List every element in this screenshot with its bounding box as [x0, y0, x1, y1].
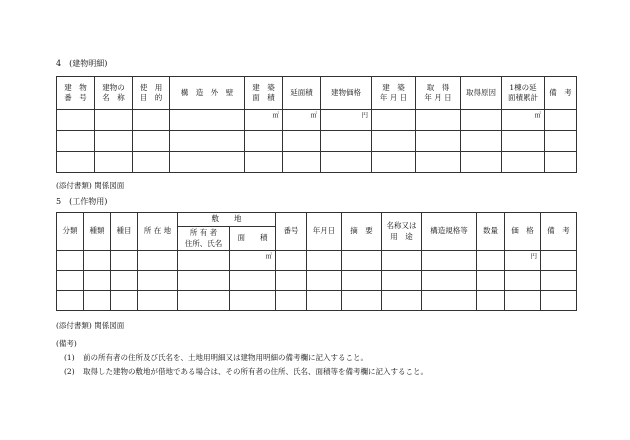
header-structure-spec: 構造規格等	[422, 213, 477, 251]
section5-title: 5 (工作物用)	[56, 197, 108, 206]
cell[interactable]	[276, 271, 307, 291]
unit-sqm: ㎡	[502, 110, 545, 131]
header-number: 番号	[276, 213, 307, 251]
header-building-name: 建物の 名 称	[95, 77, 133, 110]
table-row	[57, 251, 577, 271]
header-row	[57, 213, 577, 227]
remarks-item-text: 前の所有者の住所及び氏名を、土地用明細又は建物用明細の備考欄に記入すること。	[83, 353, 369, 362]
cell[interactable]	[477, 291, 505, 311]
cell[interactable]	[545, 152, 577, 173]
header-area: 面 積	[230, 227, 276, 251]
header-acquisition-date: 取 得 年 月 日	[416, 77, 461, 110]
cell[interactable]	[382, 271, 422, 291]
cell[interactable]	[416, 131, 461, 152]
cell[interactable]	[138, 271, 178, 291]
cell[interactable]	[541, 271, 577, 291]
header-name-or-usage: 名称又は 用 途	[382, 213, 422, 251]
cell[interactable]	[170, 131, 245, 152]
header-summary: 摘 要	[342, 213, 382, 251]
cell[interactable]	[178, 271, 230, 291]
cell[interactable]	[541, 251, 577, 271]
cell[interactable]	[416, 110, 461, 131]
table-row	[57, 271, 577, 291]
cell[interactable]	[502, 152, 545, 173]
cell[interactable]	[230, 291, 276, 311]
cell[interactable]	[283, 131, 321, 152]
cell[interactable]	[276, 291, 307, 311]
header-row	[57, 77, 577, 110]
header-building-number: 建 物 番 号	[57, 77, 95, 110]
header-item: 種目	[111, 213, 138, 251]
section4-attachment: (添付書類) 関係図面	[56, 181, 125, 190]
cell[interactable]	[502, 131, 545, 152]
cell[interactable]	[372, 131, 416, 152]
header-site: 敷 地	[178, 213, 276, 227]
cell[interactable]	[545, 131, 577, 152]
cell[interactable]	[505, 271, 541, 291]
cell[interactable]	[276, 251, 307, 271]
unit-yen: 円	[505, 251, 541, 271]
cell[interactable]	[321, 152, 372, 173]
cell[interactable]	[461, 152, 502, 173]
header-usage: 使 用 目 的	[133, 77, 170, 110]
cell[interactable]	[307, 271, 342, 291]
cell[interactable]	[382, 291, 422, 311]
cell[interactable]	[461, 110, 502, 131]
cell[interactable]	[84, 291, 111, 311]
cell[interactable]	[477, 271, 505, 291]
cell[interactable]	[111, 291, 138, 311]
cell[interactable]	[342, 251, 382, 271]
cell[interactable]	[283, 152, 321, 173]
header-building-area: 建 築 面 積	[245, 77, 283, 110]
structure-details-table	[56, 212, 577, 311]
section5-attachment: (添付書類) 関係図面	[56, 321, 125, 330]
building-details-table	[56, 76, 577, 173]
table-row	[57, 152, 577, 173]
section4-title: 4 (建物明細)	[56, 59, 108, 68]
header-owner: 所 有 者 住所、氏名	[178, 227, 230, 251]
cell[interactable]	[133, 152, 170, 173]
cell[interactable]	[84, 271, 111, 291]
remarks-block	[56, 338, 576, 380]
cell[interactable]	[416, 152, 461, 173]
header-date: 年月日	[307, 213, 342, 251]
header-location: 所 在 地	[138, 213, 178, 251]
cell[interactable]	[95, 131, 133, 152]
cell[interactable]	[245, 131, 283, 152]
cell[interactable]	[57, 271, 84, 291]
remarks-heading: (備考)	[56, 339, 77, 348]
header-construction-date: 建 築 年 月 日	[372, 77, 416, 110]
cell[interactable]	[372, 110, 416, 131]
table-row	[57, 131, 577, 152]
remarks-item-text: 取得した建物の敷地が借地である場合は、その所有者の住所、氏名、面積等を備考欄に記入すること。	[83, 367, 429, 376]
header-cumulative-area: 1棟の延 面積累計	[502, 77, 545, 110]
cell[interactable]	[307, 291, 342, 311]
unit-sqm: ㎡	[283, 110, 321, 131]
cell[interactable]	[178, 251, 230, 271]
header-acquisition-cause: 取得原因	[461, 77, 502, 110]
cell[interactable]	[57, 291, 84, 311]
table-row	[57, 110, 577, 131]
header-quantity: 数量	[477, 213, 505, 251]
cell[interactable]	[138, 251, 178, 271]
cell[interactable]	[372, 152, 416, 173]
remarks-item	[56, 352, 576, 363]
cell[interactable]	[133, 110, 170, 131]
cell[interactable]	[111, 271, 138, 291]
cell[interactable]	[170, 110, 245, 131]
unit-yen: 円	[321, 110, 372, 131]
table-row	[57, 291, 577, 311]
cell[interactable]	[342, 271, 382, 291]
cell[interactable]	[57, 251, 84, 271]
cell[interactable]	[422, 251, 477, 271]
remarks-item-number: (2)	[64, 367, 75, 376]
cell[interactable]	[138, 291, 178, 311]
cell[interactable]	[95, 152, 133, 173]
cell[interactable]	[505, 291, 541, 311]
cell[interactable]	[178, 291, 230, 311]
cell[interactable]	[95, 110, 133, 131]
cell[interactable]	[111, 251, 138, 271]
header-price: 価 格	[505, 213, 541, 251]
cell[interactable]	[382, 251, 422, 271]
cell[interactable]	[84, 251, 111, 271]
header-remarks: 備 考	[541, 213, 577, 251]
unit-sqm: ㎡	[245, 110, 283, 131]
cell[interactable]	[170, 152, 245, 173]
cell[interactable]	[342, 291, 382, 311]
unit-sqm: ㎡	[230, 251, 276, 271]
cell[interactable]	[545, 110, 577, 131]
cell[interactable]	[57, 110, 95, 131]
header-building-price: 建物価格	[321, 77, 372, 110]
remarks-item	[56, 366, 576, 377]
cell[interactable]	[57, 131, 95, 152]
header-structure: 構 造 外 壁	[170, 77, 245, 110]
cell[interactable]	[245, 152, 283, 173]
cell[interactable]	[133, 131, 170, 152]
cell[interactable]	[422, 271, 477, 291]
header-classification: 分類	[57, 213, 84, 251]
cell[interactable]	[422, 291, 477, 311]
header-remarks: 備 考	[545, 77, 577, 110]
cell[interactable]	[307, 251, 342, 271]
cell[interactable]	[477, 251, 505, 271]
header-kind: 種類	[84, 213, 111, 251]
cell[interactable]	[57, 152, 95, 173]
cell[interactable]	[541, 291, 577, 311]
remarks-item-number: (1)	[64, 353, 75, 362]
cell[interactable]	[230, 271, 276, 291]
header-floor-area: 延面積	[283, 77, 321, 110]
cell[interactable]	[321, 131, 372, 152]
cell[interactable]	[461, 131, 502, 152]
